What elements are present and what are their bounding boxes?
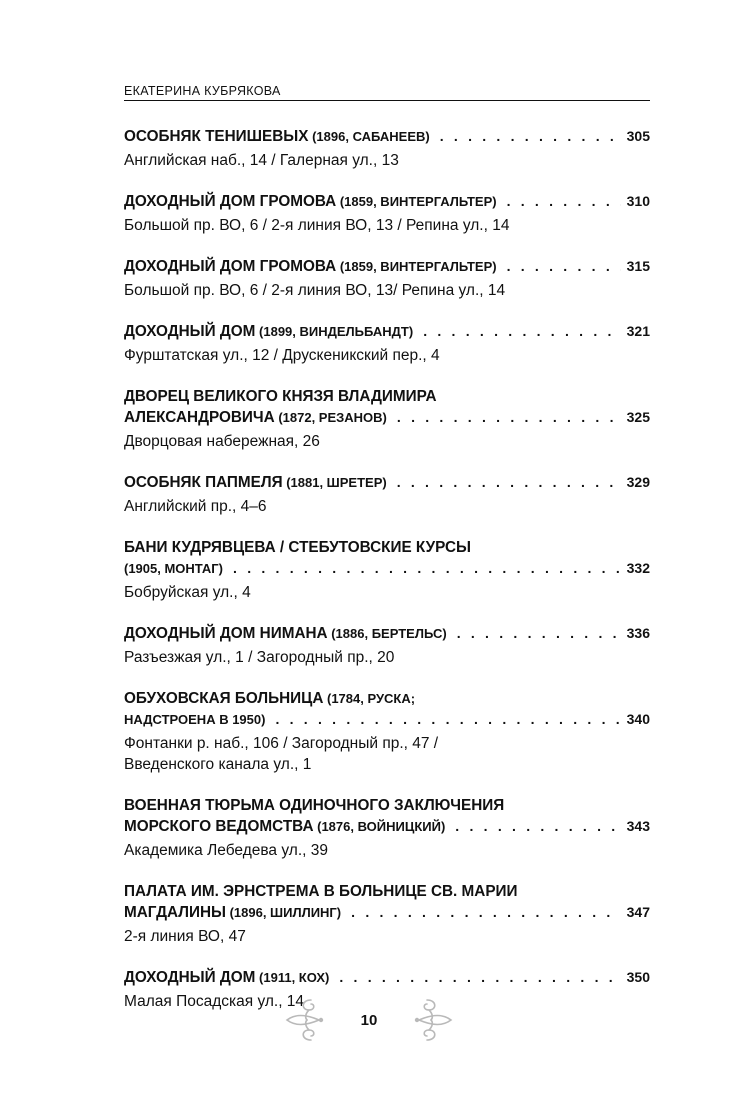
toc-entry-page: 332 bbox=[626, 560, 650, 576]
toc-entry-address: Малая Посадская ул., 14 bbox=[124, 993, 305, 1010]
toc-entry bbox=[124, 688, 650, 775]
entry-name: МАГДАЛИНЫ bbox=[124, 904, 226, 921]
page-number: 10 bbox=[360, 1011, 378, 1029]
entry-year-architect: (1896, САБАНЕЕВ) bbox=[308, 129, 430, 144]
toc-entry-page: 329 bbox=[626, 474, 650, 490]
dot-leader bbox=[457, 623, 621, 644]
dot-leader bbox=[233, 558, 621, 579]
toc-entry-title-line bbox=[124, 558, 650, 579]
toc-entry-title-line bbox=[124, 967, 650, 988]
toc-entry bbox=[124, 126, 650, 171]
toc-entry-title-line bbox=[124, 191, 650, 212]
entry-year-architect: (1876, ВОЙНИЦКИЙ) bbox=[313, 819, 446, 834]
dot-leader bbox=[351, 902, 621, 923]
entry-year-architect: (1899, ВИНДЕЛЬБАНДТ) bbox=[255, 324, 414, 339]
dot-leader bbox=[507, 191, 621, 212]
entry-name: ВОЕННАЯ ТЮРЬМА ОДИНОЧНОГО ЗАКЛЮЧЕНИЯ bbox=[124, 797, 505, 814]
toc-entry-title bbox=[124, 709, 265, 730]
toc-entry-address: Английская наб., 14 / Галерная ул., 13 bbox=[124, 152, 399, 169]
dot-leader bbox=[455, 816, 620, 837]
toc-entry-page: 347 bbox=[626, 904, 650, 920]
toc-entry bbox=[124, 191, 650, 236]
toc-entry-page: 310 bbox=[626, 193, 650, 209]
toc-entry-title-line bbox=[124, 816, 650, 837]
toc-entry-title-line bbox=[124, 537, 650, 558]
toc-entry-address: Бобруйская ул., 4 bbox=[124, 584, 251, 601]
toc-entry-title-line bbox=[124, 256, 650, 277]
entry-year-architect: (1784, РУСКА; bbox=[323, 691, 416, 706]
toc-entry-address: 2-я линия ВО, 47 bbox=[124, 928, 246, 945]
entry-name: ПАЛАТА ИМ. ЭРНСТРЕМА В БОЛЬНИЦЕ СВ. МАРИИ bbox=[124, 883, 518, 900]
toc-entry-title-line bbox=[124, 472, 650, 493]
entry-year-architect: (1881, ШРЕТЕР) bbox=[282, 475, 387, 490]
toc-entry bbox=[124, 386, 650, 452]
dot-leader bbox=[397, 407, 621, 428]
toc-entry-address: Английский пр., 4–6 bbox=[124, 498, 267, 515]
toc-entry-title-line bbox=[124, 795, 650, 816]
toc-entry-title-line bbox=[124, 623, 650, 644]
toc-entry-title bbox=[124, 816, 445, 837]
entry-name: ДОХОДНЫЙ ДОМ bbox=[124, 969, 256, 986]
dot-leader bbox=[423, 321, 620, 342]
toc-entry-title-line bbox=[124, 386, 650, 407]
toc-entry-title bbox=[124, 256, 497, 277]
toc-entry-title bbox=[124, 407, 387, 428]
toc-entry bbox=[124, 256, 650, 301]
toc-entry-title bbox=[124, 386, 437, 407]
toc-entry bbox=[124, 881, 650, 947]
toc-entry-address: Дворцовая набережная, 26 bbox=[124, 433, 320, 450]
toc-entry-title bbox=[124, 967, 329, 988]
entry-name: МОРСКОГО ВЕДОМСТВА bbox=[124, 818, 314, 835]
running-header: ЕКАТЕРИНА КУБРЯКОВА bbox=[124, 84, 281, 98]
toc-entry-title-line bbox=[124, 407, 650, 428]
toc-entry bbox=[124, 321, 650, 366]
toc-entry-title-line bbox=[124, 902, 650, 923]
entry-name: ОСОБНЯК ПАПМЕЛЯ bbox=[124, 474, 283, 491]
toc-entry-page: 305 bbox=[626, 128, 650, 144]
header-rule bbox=[124, 100, 650, 101]
dot-leader bbox=[397, 472, 621, 493]
entry-year-architect: (1859, ВИНТЕРГАЛЬТЕР) bbox=[336, 194, 497, 209]
page-footer bbox=[0, 990, 738, 1050]
toc-entry-page: 315 bbox=[626, 258, 650, 274]
toc-entry-address: Разъезжая ул., 1 / Загородный пр., 20 bbox=[124, 649, 395, 666]
scroll-ornament-icon bbox=[281, 996, 327, 1044]
toc-entry-address: Введенского канала ул., 1 bbox=[124, 756, 312, 773]
entry-name: ОСОБНЯК ТЕНИШЕВЫХ bbox=[124, 128, 309, 145]
toc-entry-title bbox=[124, 321, 413, 342]
toc-entry-title bbox=[124, 688, 415, 709]
toc-entry-address: Фурштатская ул., 12 / Друскеникский пер., 4 bbox=[124, 347, 440, 364]
entry-year-architect: (1886, БЕРТЕЛЬС) bbox=[327, 626, 447, 641]
dot-leader bbox=[507, 256, 621, 277]
entry-year-architect: НАДСТРОЕНА В 1950) bbox=[124, 712, 266, 727]
entry-year-architect: (1911, КОХ) bbox=[255, 970, 330, 985]
toc-entry-page: 340 bbox=[626, 711, 650, 727]
entry-name: АЛЕКСАНДРОВИЧА bbox=[124, 409, 275, 426]
table-of-contents bbox=[124, 126, 650, 1032]
entry-name: ОБУХОВСКАЯ БОЛЬНИЦА bbox=[124, 690, 324, 707]
toc-entry bbox=[124, 537, 650, 603]
scroll-ornament-icon bbox=[411, 996, 457, 1044]
toc-entry-title bbox=[124, 191, 497, 212]
toc-entry-page: 336 bbox=[626, 625, 650, 641]
toc-entry-title-line bbox=[124, 881, 650, 902]
dot-leader bbox=[275, 709, 620, 730]
toc-entry bbox=[124, 472, 650, 517]
entry-name: ДОХОДНЫЙ ДОМ НИМАНА bbox=[124, 625, 328, 642]
toc-entry-title-line bbox=[124, 688, 650, 709]
toc-entry-title bbox=[124, 795, 504, 816]
dot-leader bbox=[440, 126, 621, 147]
toc-entry-address: Большой пр. ВО, 6 / 2-я линия ВО, 13/ Репина ул., 14 bbox=[124, 282, 506, 299]
toc-entry-address: Фонтанки р. наб., 106 / Загородный пр., 47 / bbox=[124, 735, 439, 752]
toc-entry-title bbox=[124, 558, 223, 579]
toc-entry-page: 325 bbox=[626, 409, 650, 425]
entry-name: ДВОРЕЦ ВЕЛИКОГО КНЯЗЯ ВЛАДИМИРА bbox=[124, 388, 437, 405]
toc-entry-page: 350 bbox=[626, 969, 650, 985]
toc-entry-title bbox=[124, 126, 430, 147]
toc-entry-address: Большой пр. ВО, 6 / 2-я линия ВО, 13 / Репина ул., 14 bbox=[124, 217, 510, 234]
entry-name: ДОХОДНЫЙ ДОМ ГРОМОВА bbox=[124, 193, 337, 210]
toc-entry-title-line bbox=[124, 126, 650, 147]
toc-entry-address: Академика Лебедева ул., 39 bbox=[124, 842, 328, 859]
entry-name: ДОХОДНЫЙ ДОМ ГРОМОВА bbox=[124, 258, 337, 275]
toc-entry-title bbox=[124, 902, 341, 923]
entry-name: ДОХОДНЫЙ ДОМ bbox=[124, 323, 256, 340]
toc-entry-title bbox=[124, 623, 447, 644]
toc-entry-title-line bbox=[124, 709, 650, 730]
toc-entry bbox=[124, 795, 650, 861]
entry-year-architect: (1905, МОНТАГ) bbox=[124, 561, 224, 576]
toc-entry-title-line bbox=[124, 321, 650, 342]
entry-year-architect: (1859, ВИНТЕРГАЛЬТЕР) bbox=[336, 259, 497, 274]
entry-name: БАНИ КУДРЯВЦЕВА / СТЕБУТОВСКИЕ КУРСЫ bbox=[124, 539, 472, 556]
entry-year-architect: (1872, РЕЗАНОВ) bbox=[274, 410, 387, 425]
toc-entry-page: 321 bbox=[626, 323, 650, 339]
entry-year-architect: (1896, ШИЛЛИНГ) bbox=[225, 905, 342, 920]
toc-entry bbox=[124, 623, 650, 668]
toc-entry-title bbox=[124, 537, 471, 558]
toc-entry-page: 343 bbox=[626, 818, 650, 834]
toc-entry-title bbox=[124, 472, 387, 493]
toc-entry-title bbox=[124, 881, 518, 902]
dot-leader bbox=[339, 967, 620, 988]
